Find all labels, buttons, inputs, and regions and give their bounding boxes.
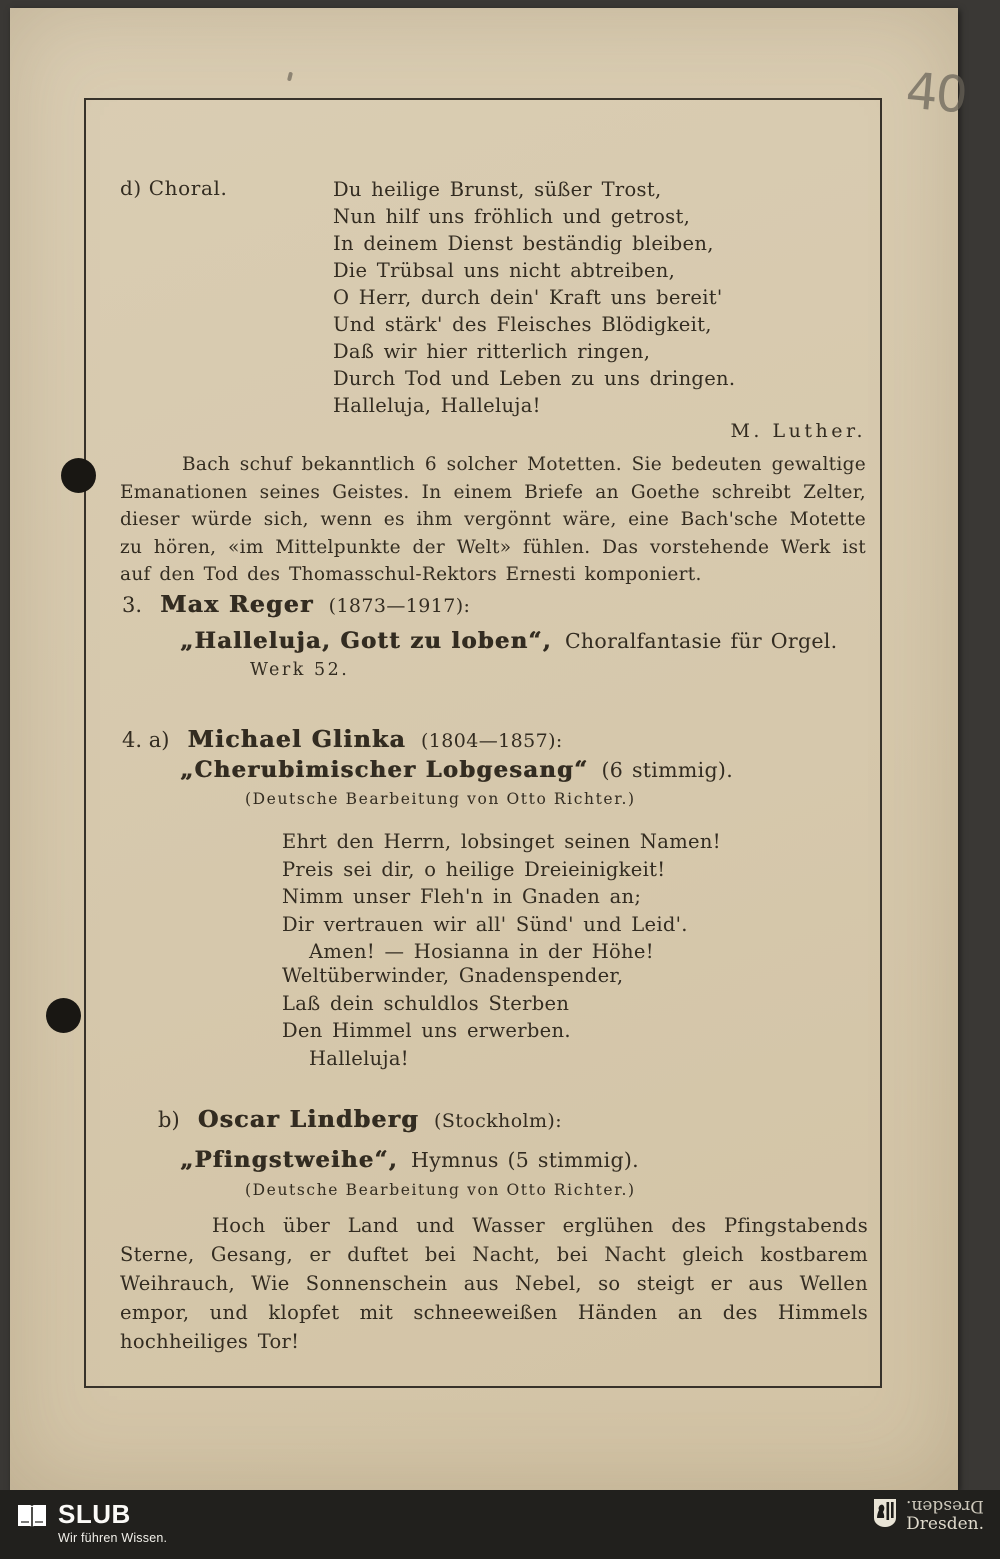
program-item-4a-work <box>180 757 733 783</box>
poem-line: O Herr, durch dein' Kraft uns bereit' <box>333 286 723 309</box>
arrangement-note: (Deutsche Bearbeitung von Otto Richter.) <box>245 790 636 808</box>
poem-line: Nimm unser Fleh'n in Gnaden an; <box>282 885 642 908</box>
poem-line: In deinem Dienst beständig bleiben, <box>333 232 714 255</box>
composer-name: Michael Glinka <box>187 725 406 753</box>
poem-line: Laß dein schuldlos Sterben <box>282 991 570 1015</box>
item-number: 4. a) <box>122 728 170 752</box>
item-number: b) <box>158 1108 180 1132</box>
program-item-4a-heading <box>122 725 563 753</box>
program-item-3-work <box>180 628 837 654</box>
poem-line: Daß wir hier ritterlich ringen, <box>333 340 651 363</box>
work-description: Hymnus (5 stimmig). <box>411 1148 639 1172</box>
choral-label: d) Choral. <box>120 176 228 200</box>
program-item-4b-work <box>180 1147 639 1173</box>
work-title: „Cherubimischer Lobgesang“ <box>180 757 589 783</box>
punch-hole <box>61 458 96 493</box>
dresden-coat-of-arms-icon <box>873 1498 897 1533</box>
poem-line: Weltüberwinder, Gnadenspender, <box>282 964 624 987</box>
poem-line: Dir vertrauen wir all' Sünd' und Leid'. <box>282 912 688 936</box>
slub-logo-group <box>16 1500 167 1545</box>
composer-dates: (1873—1917): <box>328 595 471 617</box>
slub-wordmark: SLUB <box>58 1499 131 1529</box>
composer-dates: (1804—1857): <box>420 730 563 752</box>
poem-line: Halleluja! <box>309 1046 409 1070</box>
poem-line: Halleluja, Halleluja! <box>333 394 541 417</box>
dresden-wordmark-text: Dresden. <box>906 1514 984 1534</box>
poem-line: Und stärk' des Fleisches Blödigkeit, <box>333 313 712 336</box>
poem-line: Nun hilf uns fröhlich und getrost, <box>333 205 691 228</box>
composer-origin: (Stockholm): <box>434 1110 563 1132</box>
poem-line: Preis sei dir, o heilige Dreieinigkeit! <box>282 857 666 881</box>
poem-line: Ehrt den Herrn, lobsinget seinen Namen! <box>282 830 721 853</box>
work-title: „Pfingstweihe“, <box>180 1147 398 1173</box>
slub-texts <box>58 1500 167 1545</box>
glinka-stanza-2 <box>282 962 623 1072</box>
work-title: „Halleluja, Gott zu loben“, <box>180 628 552 654</box>
poem-line: Den Himmel uns erwerben. <box>282 1019 571 1042</box>
work-description: (6 stimmig). <box>601 758 734 782</box>
poem-line: Du heilige Brunst, süßer Trost, <box>333 178 662 201</box>
poem-line: Amen! — Hosianna in der Höhe! <box>309 940 654 963</box>
dresden-wordmark <box>906 1497 984 1533</box>
arrangement-note: (Deutsche Bearbeitung von Otto Richter.) <box>245 1181 636 1199</box>
slub-book-icon <box>16 1502 48 1537</box>
poem-line: Die Trübsal uns nicht abtreiben, <box>333 259 676 282</box>
choral-section <box>120 176 735 419</box>
bach-commentary: Bach schuf bekanntlich 6 solcher Motetten. Sie bedeuten gewaltige Emanationen seines Geistes. In einem Briefe an Goethe schreibt Zelter, dieser würde sich, wenn es ihm vergönnt wäre, eine Bach'sche Motette zu hören, «im Mittelpunkte der Welt» fühlen. Das vorstehende Werk ist auf den Tod des Thomasschul-Rektors Ernesti komponiert. <box>120 454 866 585</box>
composer-name: Oscar Lindberg <box>197 1105 419 1133</box>
composer-name: Max Reger <box>160 590 314 618</box>
program-item-3-heading <box>122 590 470 618</box>
dresden-wordmark-mirrored: Dresden. <box>906 1496 984 1516</box>
opus-number: Werk 52. <box>250 660 350 680</box>
choral-poem <box>333 176 735 419</box>
slub-tagline: Wir führen Wissen. <box>58 1531 168 1545</box>
work-description: Choralfantasie für Orgel. <box>564 629 838 653</box>
program-item-4b-heading <box>158 1105 562 1133</box>
document-page <box>10 8 969 1490</box>
paper-speck <box>287 72 293 82</box>
dresden-logo-group <box>873 1497 984 1533</box>
watermark-footer <box>0 1490 1000 1559</box>
handwritten-page-number: 40 <box>903 61 969 125</box>
item-number: 3. <box>122 593 143 617</box>
glinka-stanza-1 <box>282 828 721 966</box>
choral-attribution: M. Luther. <box>730 420 866 442</box>
hymn-text: Hoch über Land und Wasser erglühen des Pfingstabends Sterne, Gesang, er duftet bei Nacht, bei Nacht gleich kostbarem Weihrauch, Wie Sonnenschein aus Nebel, so steigt er aus Wellen empor, und klopfet mit schneeweißen Händen an des Himmels hochheiliges Tor! <box>120 1214 868 1353</box>
punch-hole <box>46 998 81 1033</box>
poem-line: Durch Tod und Leben zu uns dringen. <box>333 367 736 390</box>
